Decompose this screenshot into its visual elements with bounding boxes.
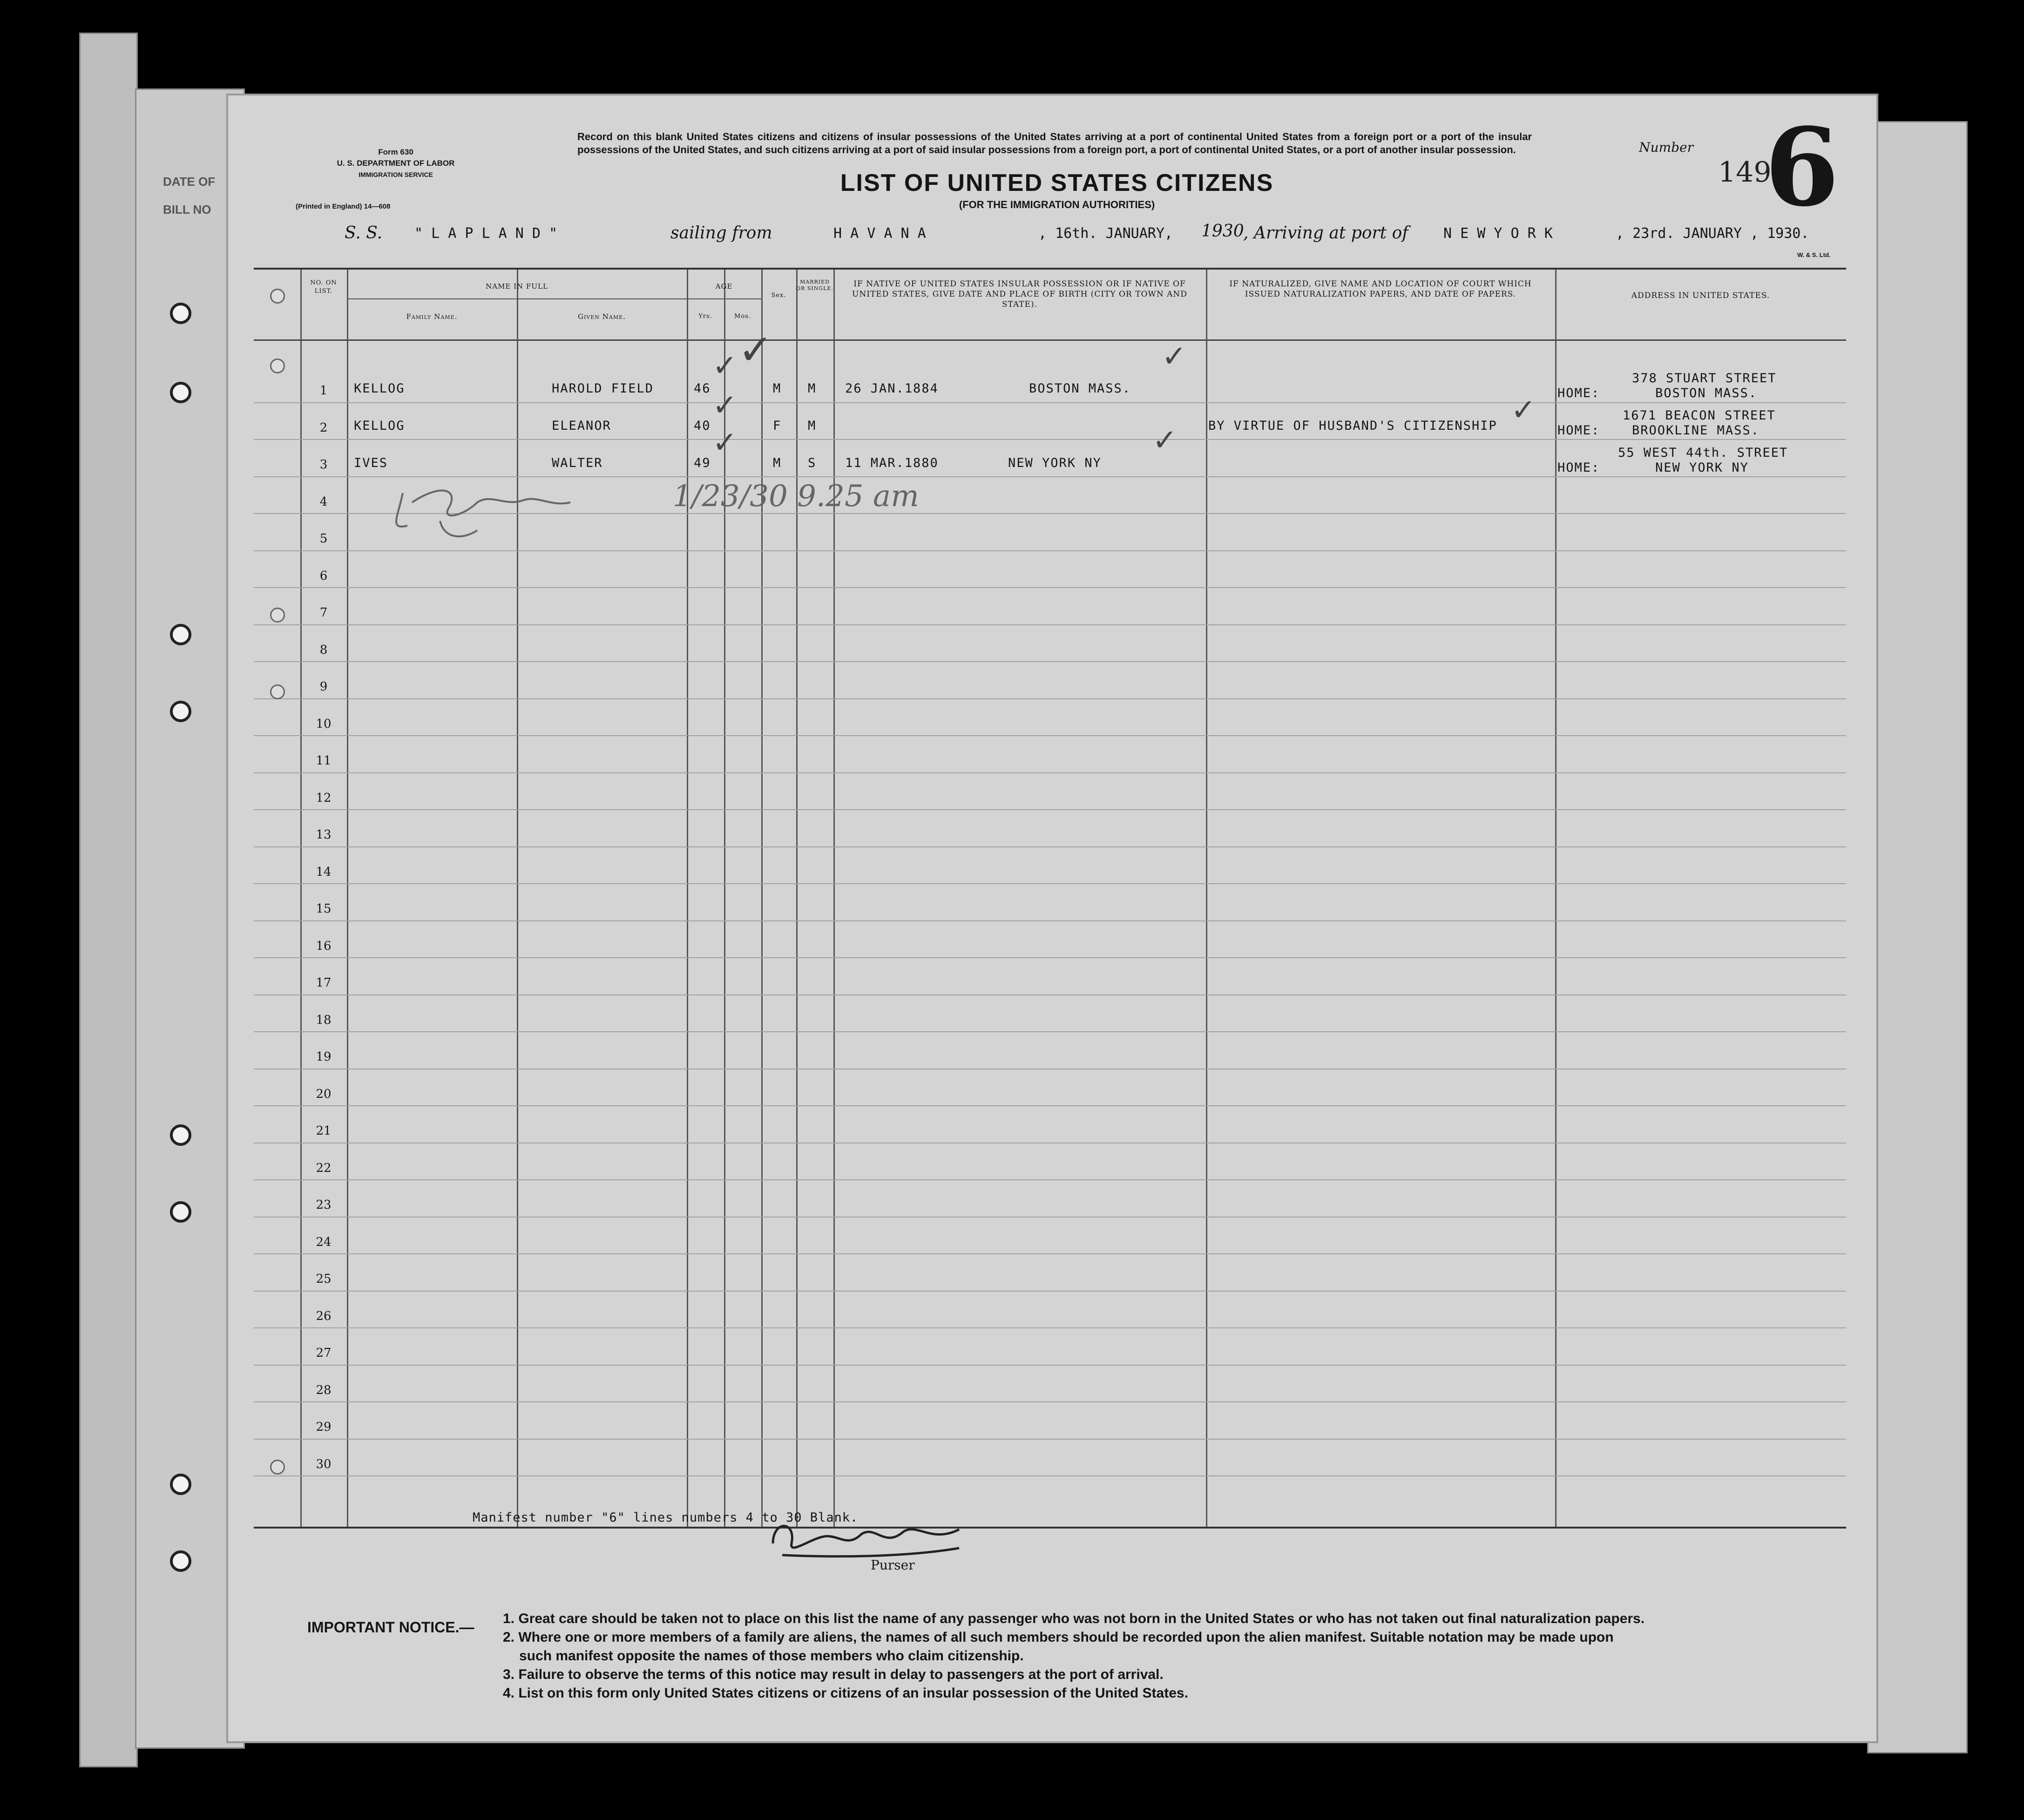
row-line <box>254 957 1846 958</box>
header-separator <box>254 339 1846 341</box>
binder-hole <box>170 1201 191 1223</box>
binder-hole <box>170 701 191 722</box>
purser-signature <box>764 1511 973 1576</box>
row-number: 6 <box>319 568 328 583</box>
row-line <box>254 550 1846 551</box>
form-title: LIST OF UNITED STATES CITIZENS <box>840 169 1274 196</box>
row-number: 5 <box>319 532 328 546</box>
row-line <box>254 1253 1846 1254</box>
printer-mark: W. & S. Ltd. <box>1797 251 1831 258</box>
row-number: 11 <box>316 754 332 768</box>
row-line <box>254 1475 1846 1476</box>
header-naturalized: IF NATURALIZED, GIVE NAME AND LOCATION OF COURT WHICH ISSUED NATURALIZATION PAPERS, AND DATE OF PAPERS. <box>1229 279 1532 299</box>
sailing-label: sailing from <box>670 223 772 243</box>
row-line <box>254 809 1846 810</box>
sex: M <box>773 381 782 396</box>
birth-date: 26 JAN.1884 <box>845 381 939 396</box>
row-number: 22 <box>316 1161 332 1175</box>
row-number: 21 <box>316 1124 332 1138</box>
row-line <box>254 772 1846 773</box>
address-line-1: 55 WEST 44th. STREET <box>1618 446 1788 460</box>
row-number: 19 <box>316 1050 332 1064</box>
row-line <box>254 624 1846 625</box>
inspector-scrawl <box>384 474 663 544</box>
row-line <box>254 1217 1846 1218</box>
check-mark: ✓ <box>712 349 738 383</box>
given-name: ELEANOR <box>552 419 611 433</box>
row-number: 23 <box>316 1198 332 1212</box>
row-number: 18 <box>316 1013 332 1027</box>
binder-hole <box>270 684 285 699</box>
check-mark: ✓ <box>738 325 773 374</box>
row-line <box>254 1105 1846 1106</box>
header-yrs: Yrs. <box>698 313 712 320</box>
marital-status: M <box>808 419 817 433</box>
birth-date: 11 MAR.1880 <box>845 456 939 470</box>
address-line-2: BOSTON MASS. <box>1655 386 1758 400</box>
row-line <box>254 1439 1846 1440</box>
row-number: 16 <box>316 939 332 953</box>
row-line <box>254 1401 1846 1402</box>
row-number: 27 <box>316 1346 332 1360</box>
col-line <box>1555 270 1557 1527</box>
row-line <box>254 402 1846 403</box>
row-line <box>254 1327 1846 1328</box>
header-no: NO. ON LIST. <box>310 279 337 295</box>
side-stamp-line-2: BILL NO <box>163 203 211 217</box>
home-label: HOME: <box>1557 460 1600 475</box>
col-line <box>761 270 763 1527</box>
binder-hole <box>170 1550 191 1572</box>
check-mark: ✓ <box>712 388 738 423</box>
under-sheet-right <box>1867 121 1968 1753</box>
side-stamp-line-1: DATE OF <box>163 175 216 189</box>
row-line <box>254 846 1846 847</box>
sex: M <box>773 456 782 470</box>
family-name: KELLOG <box>354 381 405 396</box>
arrival-date: , 23rd. JANUARY , 1930. <box>1616 225 1809 242</box>
notice-item-3: 3. Failure to observe the terms of this notice may result in delay to passengers at the port of arrival. <box>503 1667 1164 1682</box>
row-number: 1 <box>319 384 328 398</box>
col-line <box>517 270 518 1527</box>
header-mos: Mos. <box>734 313 751 320</box>
address-line-1: 1671 BEACON STREET <box>1623 408 1776 423</box>
given-name: WALTER <box>552 456 603 470</box>
arriving-label: , Arriving at port of <box>1243 223 1408 243</box>
row-number: 4 <box>319 494 328 509</box>
address-line-1: 378 STUART STREET <box>1632 371 1777 386</box>
departure-year: 1930 <box>1201 222 1244 241</box>
row-number: 2 <box>319 420 328 435</box>
home-label: HOME: <box>1557 386 1600 400</box>
header-address: ADDRESS IN UNITED STATES. <box>1631 291 1770 300</box>
col-line <box>1206 270 1207 1527</box>
binder-hole <box>270 1460 285 1475</box>
header-age: AGE <box>715 282 733 291</box>
row-number: 7 <box>319 606 328 620</box>
row-number: 12 <box>316 791 332 805</box>
address-line-2: NEW YORK NY <box>1655 460 1749 475</box>
age-years: 49 <box>694 456 711 470</box>
row-line <box>254 1031 1846 1032</box>
row-number: 28 <box>316 1383 332 1397</box>
ss-label: S. S. <box>345 223 383 243</box>
row-number: 29 <box>316 1420 332 1434</box>
header-native: IF NATIVE OF UNITED STATES INSULAR POSSESSION OR IF NATIVE OF UNITED STATES, GIVE DATE AND PLACE OF BIRTH (CITY OR TOWN AND STATE). <box>852 279 1187 309</box>
row-number: 9 <box>319 680 328 694</box>
header-name-in-full: NAME IN FULL <box>486 282 548 291</box>
col-line <box>300 270 302 1527</box>
family-name: KELLOG <box>354 419 405 433</box>
printed-note: (Printed in England) 14—608 <box>296 203 391 210</box>
row-number: 24 <box>316 1235 332 1249</box>
purser-label: Purser <box>871 1557 915 1573</box>
blank-lines-note: Manifest number "6" lines numbers 4 to 30 Blank. <box>473 1510 859 1525</box>
age-years: 40 <box>694 419 711 433</box>
notice-label: IMPORTANT NOTICE.— <box>307 1619 474 1636</box>
row-number: 3 <box>319 458 328 472</box>
inspector-stamp: 1/23/30 9.25 am <box>673 479 919 514</box>
side-stamp <box>163 168 215 223</box>
form-subtitle: (FOR THE IMMIGRATION AUTHORITIES) <box>959 199 1155 210</box>
form-instructions: Record on this blank United States citizens and citizens of insular possessions of the United States arriving at a port of continental United States from a foreign port or a port of the insular possessions of the United States, and such citizens arriving at a port of said insular possessions from a foreign port, a port of continental United States, or a port of another insular possession. <box>577 131 1532 156</box>
col-line <box>833 270 835 1527</box>
number-label: Number <box>1639 140 1693 155</box>
row-number: 10 <box>316 717 332 731</box>
row-number: 8 <box>319 643 328 657</box>
binder-hole <box>170 1474 191 1495</box>
department: U. S. DEPARTMENT OF LABOR <box>337 159 455 168</box>
check-mark: ✓ <box>1511 393 1536 427</box>
row-number: 30 <box>316 1457 332 1471</box>
departure-date: , 16th. JANUARY, <box>1038 225 1173 242</box>
manifest-sheet <box>228 95 1876 1741</box>
row-number: 13 <box>316 828 332 842</box>
service: IMMIGRATION SERVICE <box>359 171 433 178</box>
voyage-line <box>228 223 1876 251</box>
row-line <box>254 587 1846 588</box>
check-mark: ✓ <box>1152 423 1178 458</box>
col-line <box>687 270 688 1527</box>
form-id-block <box>298 147 494 180</box>
binder-hole <box>170 1124 191 1146</box>
binder-hole <box>170 624 191 645</box>
form-number: Form 630 <box>378 148 413 156</box>
sex: F <box>773 419 782 433</box>
row-line <box>254 1179 1846 1180</box>
name-header-line <box>347 298 687 299</box>
age-years: 46 <box>694 381 711 396</box>
row-number: 26 <box>316 1309 332 1323</box>
header-sex: Sex. <box>771 292 786 299</box>
row-number: 14 <box>316 865 332 879</box>
binder-hole <box>270 608 285 622</box>
check-mark: ✓ <box>1162 339 1187 374</box>
row-line <box>254 735 1846 736</box>
naturalization: BY VIRTUE OF HUSBAND'S CITIZENSHIP <box>1208 419 1497 433</box>
marital-status: S <box>808 456 817 470</box>
notice-item-2: 2. Where one or more members of a family are aliens, the names of all such members should be recorded upon the alien manifest. Suitable notation may be made upon <box>503 1630 1614 1645</box>
ship-name: " L A P L A N D " <box>414 225 558 242</box>
row-number: 25 <box>316 1272 332 1286</box>
binder-hole <box>170 303 191 324</box>
row-line <box>254 661 1846 662</box>
row-line <box>254 439 1846 440</box>
header-given-name: Given Name. <box>578 312 626 321</box>
birth-place: NEW YORK NY <box>1008 456 1102 470</box>
notice-item-2-cont: such manifest opposite the names of those members who claim citizenship. <box>519 1648 1024 1664</box>
row-line <box>254 1365 1846 1366</box>
row-number: 17 <box>316 976 332 990</box>
row-number: 15 <box>316 902 332 916</box>
binder-hole <box>170 382 191 403</box>
row-line <box>254 883 1846 884</box>
age-header-line <box>687 298 761 299</box>
birth-place: BOSTON MASS. <box>1029 381 1131 396</box>
stamp-number: 149 <box>1718 156 1772 189</box>
notice-item-4: 4. List on this form only United States citizens or citizens of an insular possession of the United States. <box>503 1685 1188 1701</box>
row-line <box>254 920 1846 921</box>
marital-status: M <box>808 381 817 396</box>
col-line <box>347 270 348 1527</box>
header-family-name: Family Name. <box>406 312 458 321</box>
to-port: N E W Y O R K <box>1443 225 1553 242</box>
family-name: IVES <box>354 456 388 470</box>
given-name: HAROLD FIELD <box>552 381 654 396</box>
inspector-signature <box>384 474 663 544</box>
address-line-2: BROOKLINE MASS. <box>1632 423 1760 438</box>
manifest-table <box>254 268 1846 1529</box>
notice-item-1: 1. Great care should be taken not to place on this list the name of any passenger who was not born in the United States or who has not taken out final naturalization papers. <box>503 1611 1645 1626</box>
header-married: MARRIED OR SINGLE. <box>796 279 833 291</box>
from-port: H A V A N A <box>833 225 926 242</box>
purser-scrawl <box>764 1511 973 1567</box>
row-number: 20 <box>316 1087 332 1101</box>
binder-hole <box>270 359 285 373</box>
home-label: HOME: <box>1557 423 1600 438</box>
col-line <box>796 270 798 1527</box>
row-line <box>254 1291 1846 1292</box>
binder-hole <box>270 289 285 304</box>
row-line <box>254 698 1846 699</box>
under-sheet-left <box>79 33 138 1767</box>
list-number: 6 <box>1765 105 1840 230</box>
check-mark: ✓ <box>712 426 738 460</box>
